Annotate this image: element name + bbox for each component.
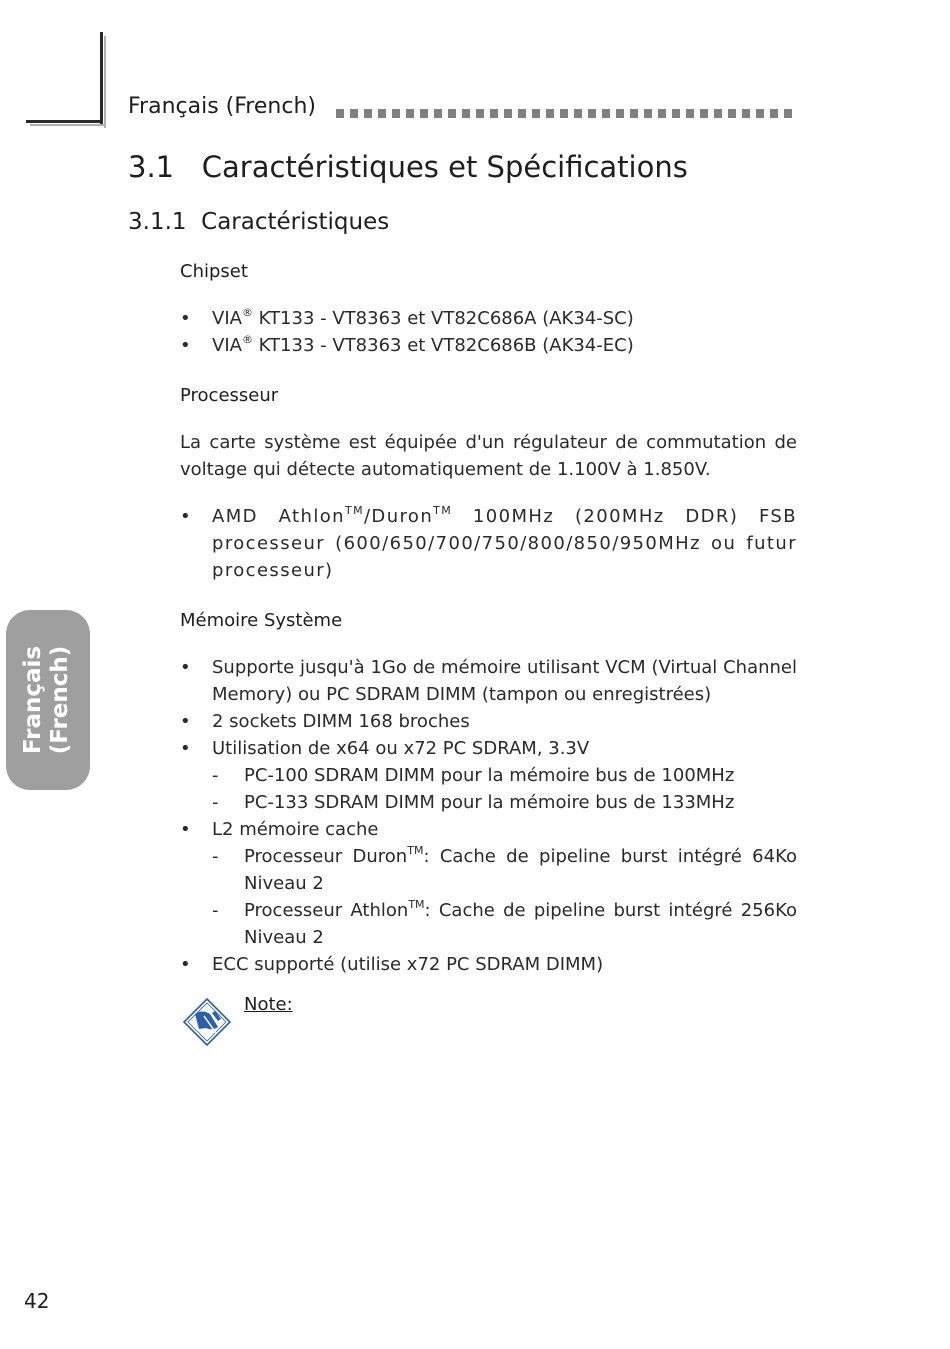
page-number: 42: [24, 1289, 50, 1313]
sub-list-item: - Processeur Duron™: Cache de pipeline burst intégré 64Ko Niveau 2: [212, 843, 797, 897]
sub-list-item: - PC-133 SDRAM DIMM pour la mémoire bus de 133MHz: [212, 789, 797, 816]
note-label: Note:: [244, 994, 293, 1015]
chipset-heading: Chipset: [180, 261, 248, 282]
memory-list: [180, 654, 797, 978]
note-pencil-icon: [182, 997, 232, 1047]
list-item: • ECC supporté (utilise x72 PC SDRAM DIMM): [180, 951, 797, 978]
list-item: • Utilisation de x64 ou x72 PC SDRAM, 3.3V - PC-100 SDRAM DIMM pour la mémoire bus de 100MHz - PC-133 SDRAM DIMM pour la mémoire bus de 133MHz: [180, 735, 797, 816]
corner-vertical-shadow: [104, 36, 106, 128]
sub-list-item: - PC-100 SDRAM DIMM pour la mémoire bus de 100MHz: [212, 762, 797, 789]
corner-horizontal-shadow: [30, 124, 106, 126]
sub-list-item: - Processeur Athlon™: Cache de pipeline burst intégré 256Ko Niveau 2: [212, 897, 797, 951]
side-tab-label: Français (French): [20, 645, 73, 755]
sub-list: [212, 843, 797, 951]
list-item: • VIA® KT133 - VT8363 et VT82C686A (AK34-SC): [180, 305, 797, 332]
chipset-list: [180, 305, 797, 359]
sub-list: [212, 762, 797, 816]
subsection-title: 3.1.1 Caractéristiques: [128, 209, 390, 235]
list-item: • Supporte jusqu'à 1Go de mémoire utilisant VCM (Virtual Channel Memory) ou PC SDRAM DIMM (tampon ou enregistrées): [180, 654, 797, 708]
list-item: • AMD Athlon™/Duron™ 100MHz (200MHz DDR) FSB processeur (600/650/700/750/800/850/950MHz ou futur processeur): [180, 503, 797, 584]
processor-heading: Processeur: [180, 385, 279, 406]
processor-list: [180, 503, 797, 584]
list-item: • VIA® KT133 - VT8363 et VT82C686B (AK34-EC): [180, 332, 797, 359]
processor-paragraph: La carte système est équipée d'un régulateur de commutation de voltage qui détecte automatiquement de 1.100V à 1.850V.: [180, 432, 797, 480]
section-title: 3.1 Caractéristiques et Spécifications: [128, 150, 688, 184]
list-item: • 2 sockets DIMM 168 broches: [180, 708, 797, 735]
main-content: [180, 258, 797, 978]
corner-vertical-line: [100, 32, 103, 124]
memory-heading: Mémoire Système: [180, 610, 343, 631]
corner-horizontal-line: [26, 120, 103, 123]
header-dotted-rule: [336, 109, 798, 118]
list-item: • L2 mémoire cache - Processeur Duron™: Cache de pipeline burst intégré 64Ko Niveau 2 - Processeur Athlon™: Cache de pipeline burst intégré 256Ko Niveau 2: [180, 816, 797, 951]
header-language-label: Français (French): [128, 94, 316, 119]
